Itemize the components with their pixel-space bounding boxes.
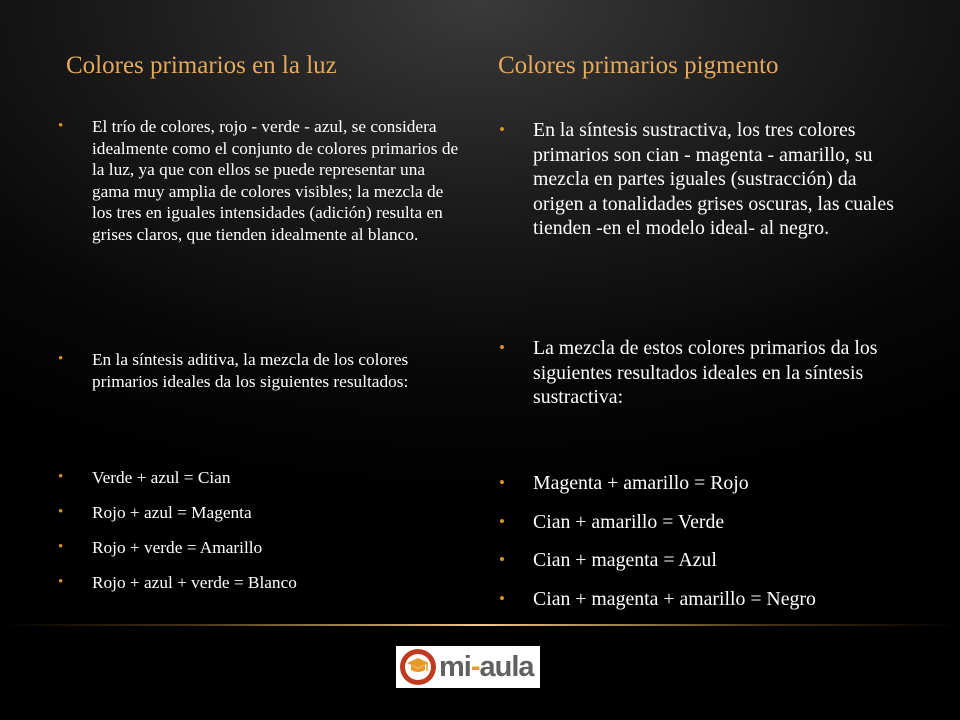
bullet-icon: • [499,338,505,357]
right-intro-list [499,118,911,241]
subtractive-result: Cian + magenta = Azul [533,549,717,571]
title-primary-light-colors: Colores primarios en la luz [66,52,337,79]
left-intro-list [58,116,460,245]
bullet-icon: • [58,504,64,520]
subtractive-result: Cian + amarillo = Verde [533,510,725,533]
additive-result: Rojo + azul = Magenta [92,503,252,522]
additive-result: Rojo + azul + verde = Blanco [92,573,297,592]
list-item [58,349,460,392]
bullet-icon: • [499,473,505,492]
additive-result: Rojo + verde = Amarillo [92,538,263,557]
left-paragraph-1: El trío de colores, rojo - verde - azul, se considera idealmente como el conjunto de colores primarios de la luz, ya que con ellos se puede representar una gama muy amplia de colores visibles; la mezcla de los tres en iguales intensidades (adición) resulta en grises claros, que tienden idealmente al blanco. [92,117,459,244]
logo-text-dash: - [470,650,480,683]
bullet-icon: • [58,469,64,485]
list-item [499,548,911,573]
subtractive-result: Magenta + amarillo = Rojo [533,472,749,494]
list-item [499,336,911,410]
title-primary-pigment-colors: Colores primarios pigmento [498,52,779,79]
bullet-icon: • [499,120,505,139]
graduation-cap-icon [400,649,436,685]
subtractive-results-list [499,471,911,625]
logo-text-aula: aula [479,650,534,683]
list-item [58,572,460,594]
additive-results-list [58,467,460,607]
list-item [499,510,911,535]
list-item [58,537,460,559]
list-item [58,116,460,245]
additive-result: Verde + azul = Cian [92,468,231,487]
logo-text-mi: mi [439,650,471,683]
bullet-icon: • [499,511,505,531]
left-additive-list [58,349,460,392]
list-item [58,467,460,489]
right-paragraph-1: En la síntesis sustractiva, los tres colores primarios son cian - magenta - amarillo, su mezcla en partes iguales (sustracción) da origen a tonalidades grises oscuras, las cuales tienden -en el modelo ideal- al negro. [533,119,894,239]
bullet-icon: • [499,550,505,569]
list-item [499,471,911,496]
right-subtractive-list [499,336,911,410]
subtractive-result: Cian + magenta + amarillo = Negro [533,587,816,610]
list-item [499,587,911,612]
mi-aula-logo [396,646,540,688]
footer-divider [0,624,960,626]
logo-wordmark [439,651,534,684]
bullet-icon: • [58,539,64,555]
list-item [58,502,460,524]
left-paragraph-2: En la síntesis aditiva, la mezcla de los colores primarios ideales da los siguientes resultados: [92,350,409,391]
bullet-icon: • [58,351,64,367]
bullet-icon: • [58,118,64,134]
bullet-icon: • [499,588,505,608]
list-item [499,118,911,241]
bullet-icon: • [58,574,64,590]
right-paragraph-2: La mezcla de estos colores primarios da los siguientes resultados ideales en la síntesis sustractiva: [533,337,878,408]
